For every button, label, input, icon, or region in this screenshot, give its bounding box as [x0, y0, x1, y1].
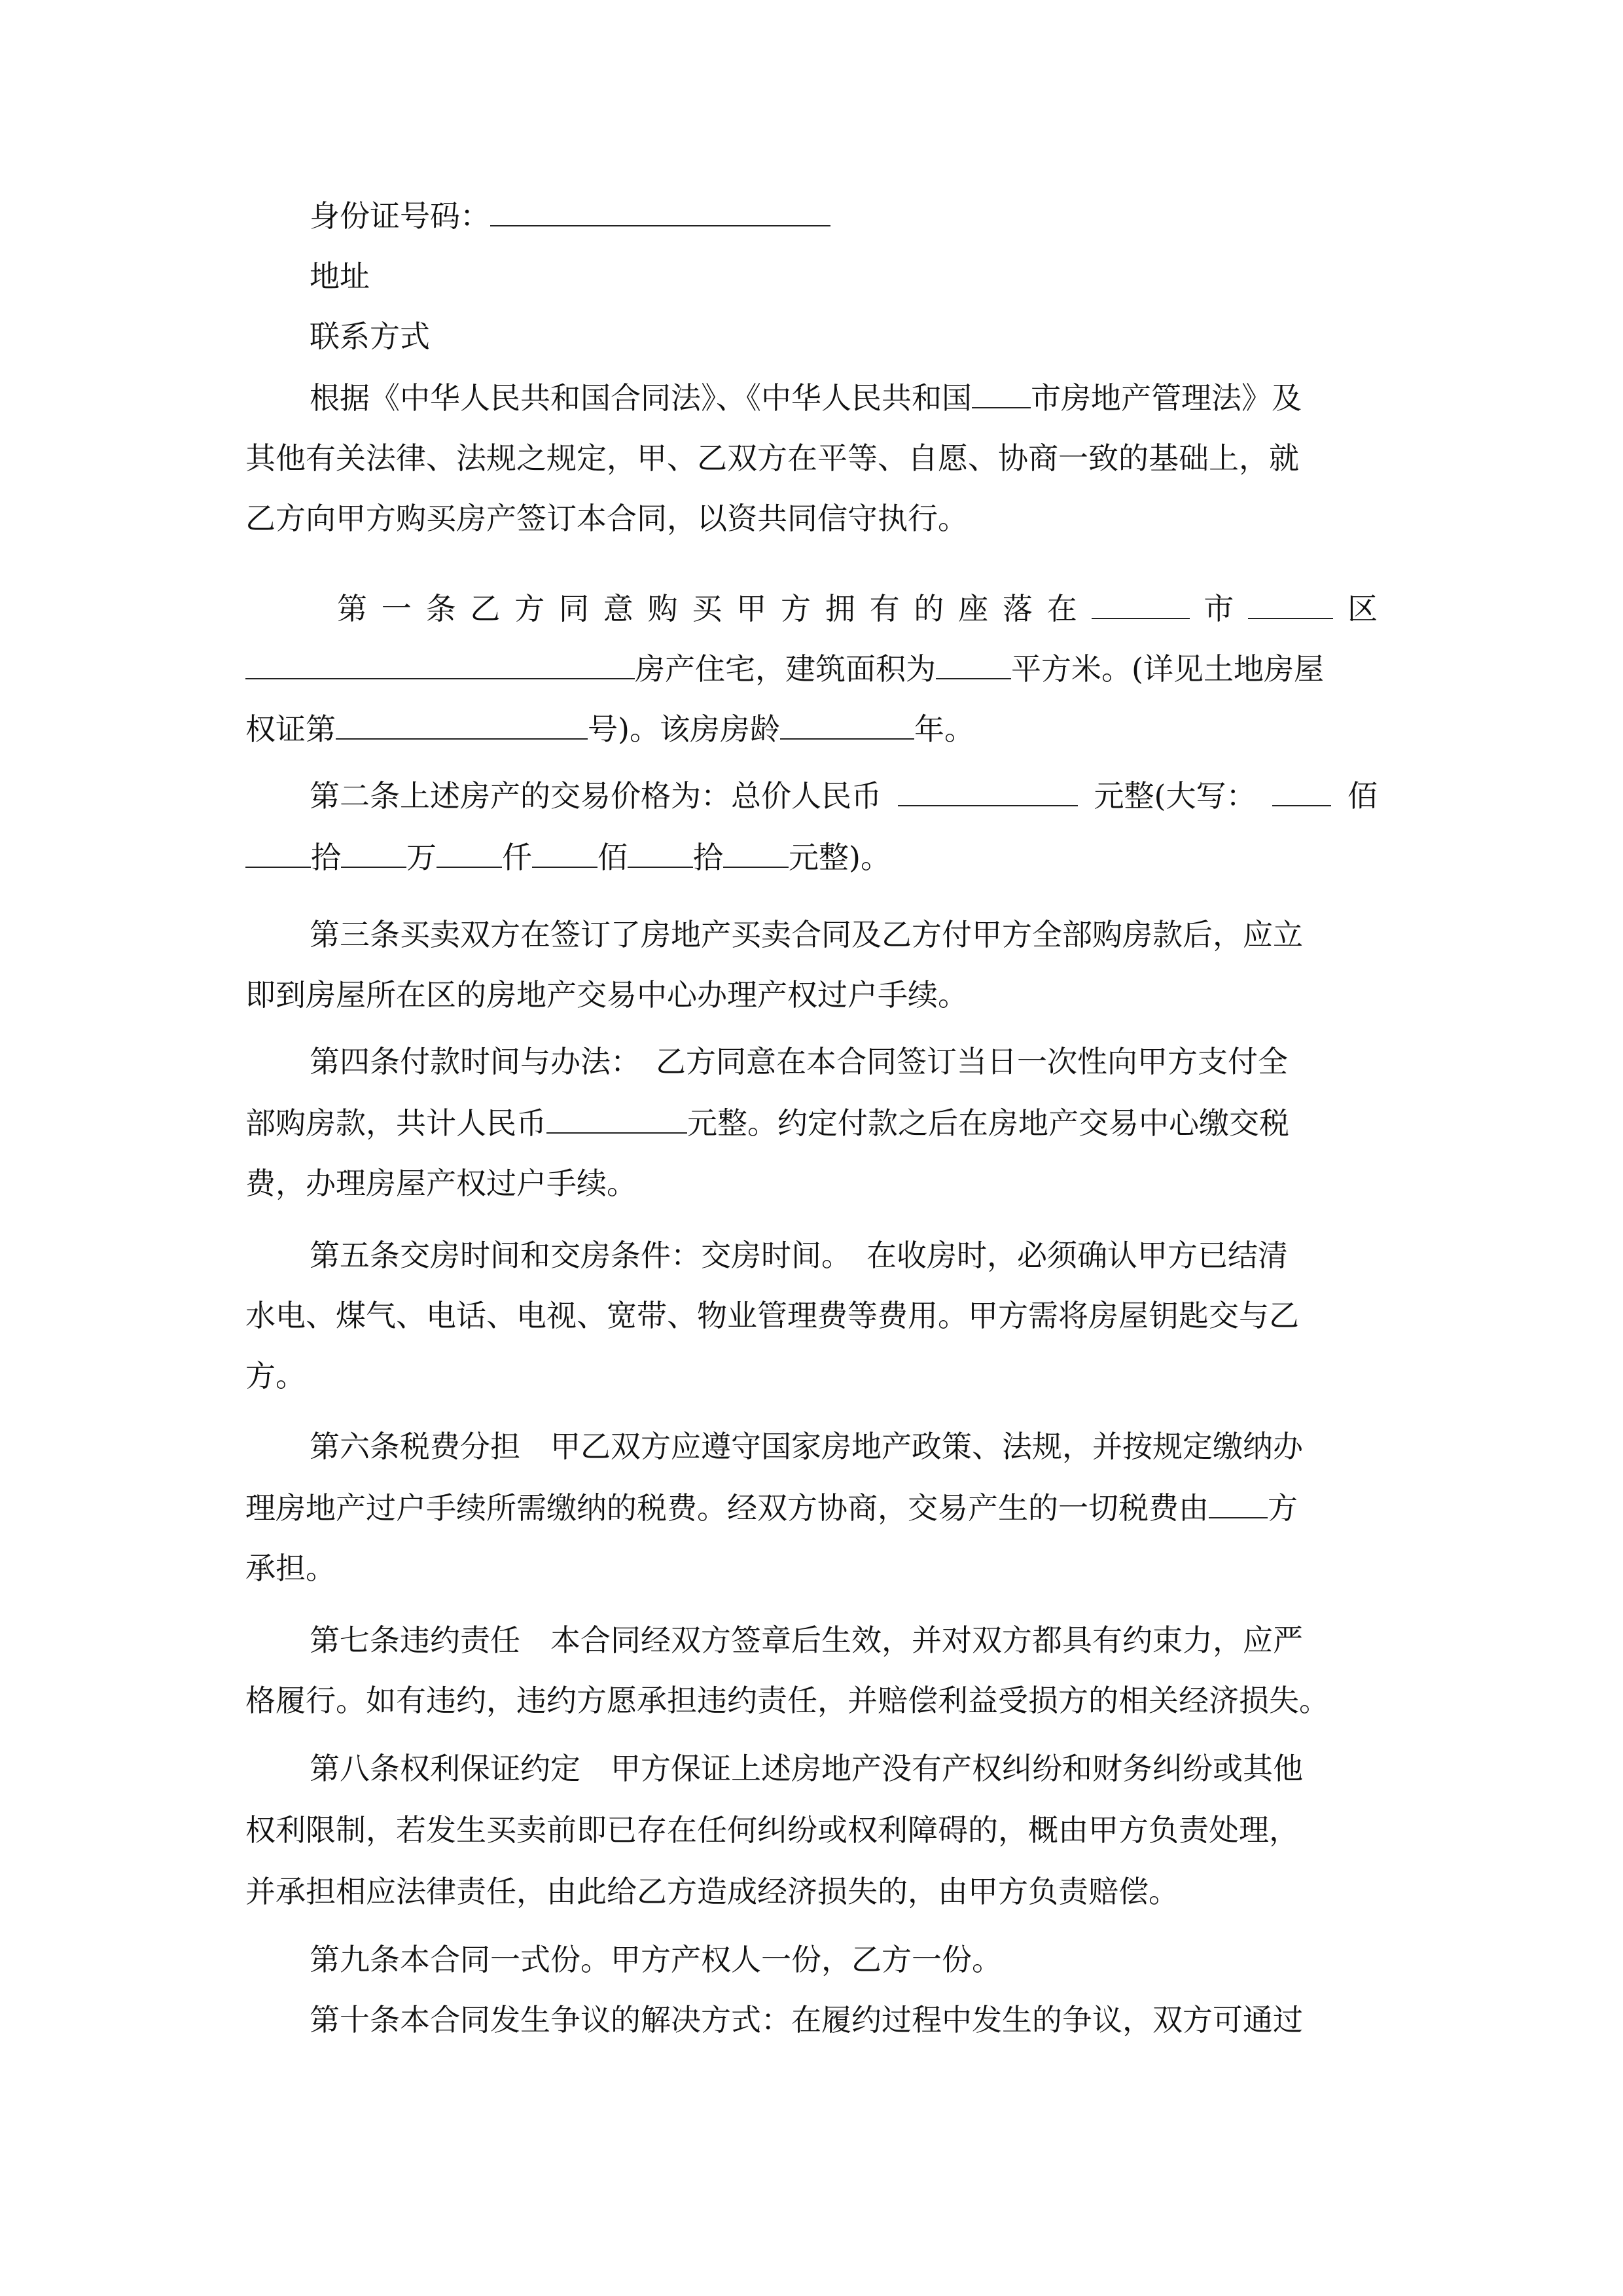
intro-line-1 — [310, 378, 1302, 418]
article-1-char: 乙 — [470, 591, 501, 626]
article-1-char: 买 — [692, 591, 722, 626]
article-1-text: 房产住宅，建筑面积为 — [635, 651, 936, 687]
article-4-line-2 — [245, 1103, 1289, 1143]
article-1-char: 同 — [558, 591, 589, 626]
article-2-wan-blank[interactable] — [341, 838, 406, 868]
article-8-text: 权利限制，若发生买卖前即已存在任何纠纷或权利障碍的，概由甲方负责处理， — [245, 1812, 1299, 1848]
article-9-line-1 — [310, 1940, 1002, 1979]
article-2-line-2 — [245, 838, 891, 877]
contact-label: 联系方式 — [310, 319, 430, 354]
article-2-yuan-blank[interactable] — [723, 838, 789, 868]
article-3-line-1 — [310, 915, 1303, 954]
article-1-text: 权证第 — [245, 711, 336, 747]
article-4-line-3 — [245, 1164, 637, 1203]
intro-text: 市房地产管理法》及 — [1031, 380, 1302, 416]
article-8-line-2 — [245, 1810, 1299, 1850]
article-2-bai-label: 佰 — [1347, 778, 1378, 814]
article-1-text: 平方米。(详见土地房屋 — [1011, 651, 1324, 687]
article-1-age-blank[interactable] — [780, 709, 914, 740]
article-6-text: 方 — [1268, 1490, 1298, 1526]
article-5-text: 第五条交房时间和交房条件：交房时间。 在收房时，必须确认甲方已结清 — [310, 1238, 1288, 1273]
article-6-line-3 — [245, 1549, 336, 1588]
article-1-char: 在 — [1046, 591, 1077, 626]
article-4-text: 第四条付款时间与办法： 乙方同意在本合同签订当日一次性向甲方支付全 — [310, 1044, 1288, 1079]
article-6-party-blank[interactable] — [1209, 1488, 1268, 1518]
address-label: 地址 — [310, 259, 370, 294]
article-2-price-blank[interactable] — [898, 776, 1078, 806]
intro-line-2 — [245, 439, 1299, 478]
article-4-line-1 — [310, 1042, 1288, 1081]
article-6-text: 理房地产过户手续所需缴纳的税费。经双方协商，交易产生的一切税费由 — [245, 1490, 1209, 1526]
article-1-char: 的 — [914, 591, 944, 626]
article-7-line-2 — [245, 1681, 1329, 1720]
article-5-line-3 — [245, 1356, 306, 1395]
article-9-text: 第九条本合同一式份。甲方产权人一份，乙方一份。 — [310, 1942, 1002, 1977]
article-2-shi-blank[interactable] — [628, 838, 693, 868]
article-2-qian-blank[interactable] — [437, 838, 502, 868]
article-2-bai-wan-blank[interactable] — [1272, 776, 1331, 806]
article-1-char: 购 — [647, 591, 678, 626]
article-1-text: 年。 — [914, 711, 974, 747]
address-row — [310, 257, 370, 296]
id-number-blank[interactable] — [490, 196, 830, 226]
article-1-char: 有 — [869, 591, 900, 626]
article-1-char: 甲 — [736, 591, 767, 626]
article-5-text: 方。 — [245, 1358, 306, 1393]
article-1-line-3 — [245, 709, 974, 749]
article-2-qian-label: 仟 — [502, 840, 532, 875]
article-1-char: 方 — [780, 591, 811, 626]
article-8-text: 第八条权利保证约定 甲方保证上述房地产没有产权纠纷和财务纠纷或其他 — [310, 1751, 1303, 1786]
intro-line-3 — [245, 499, 968, 538]
intro-text: 其他有关法律、法规之规定，甲、乙双方在平等、自愿、协商一致的基础上，就 — [245, 440, 1299, 476]
article-1-district-label: 区 — [1347, 591, 1378, 626]
article-3-text: 即到房屋所在区的房地产交易中心办理产权过户手续。 — [245, 977, 968, 1013]
article-1-char: 第 — [337, 591, 367, 626]
article-3-text: 第三条买卖双方在签订了房地产买卖合同及乙方付甲方全部购房款后，应立 — [310, 917, 1303, 952]
article-1-line-1 — [337, 589, 1378, 628]
intro-text: 乙方向甲方购买房产签订本合同，以资共同信守执行。 — [245, 501, 968, 536]
article-1-city-blank[interactable] — [1092, 589, 1190, 619]
intro-city-blank[interactable] — [972, 378, 1031, 408]
id-number-row — [310, 196, 830, 236]
article-6-line-1 — [310, 1427, 1303, 1466]
intro-text: 根据《中华人民共和国合同法》、《中华人民共和国 — [310, 380, 972, 416]
article-2-line-1 — [310, 776, 1378, 816]
article-2-bai-label: 佰 — [597, 840, 628, 875]
article-4-amount-blank[interactable] — [546, 1103, 687, 1134]
article-2-yuan-label: 元整)。 — [789, 840, 891, 875]
article-8-line-1 — [310, 1749, 1303, 1788]
article-1-district-blank[interactable] — [1248, 589, 1333, 619]
article-6-text: 第六条税费分担 甲乙双方应遵守国家房地产政策、法规，并按规定缴纳办 — [310, 1429, 1303, 1464]
article-5-line-2 — [245, 1296, 1299, 1335]
article-5-text: 水电、煤气、电话、电视、宽带、物业管理费等费用。甲方需将房屋钥匙交与乙 — [245, 1298, 1299, 1333]
article-1-text: 号)。该房房龄 — [588, 711, 780, 747]
article-3-line-2 — [245, 975, 968, 1014]
article-1-char: 座 — [958, 591, 989, 626]
article-7-text: 第七条违约责任 本合同经双方签章后生效，并对双方都具有约束力，应严 — [310, 1623, 1303, 1658]
article-4-text: 费，办理房屋产权过户手续。 — [245, 1166, 637, 1201]
article-7-text: 格履行。如有违约，违约方愿承担违约责任，并赔偿利益受损方的相关经济损失。 — [245, 1683, 1329, 1718]
article-1-char: 意 — [603, 591, 633, 626]
id-number-label: 身份证号码： — [310, 198, 490, 234]
article-1-city-label: 市 — [1204, 591, 1234, 626]
article-1-certificate-blank[interactable] — [336, 709, 588, 740]
article-2-text: 元整(大写： — [1094, 778, 1257, 814]
article-1-char: 落 — [1002, 591, 1033, 626]
contact-row — [310, 317, 430, 356]
article-6-text: 承担。 — [245, 1551, 336, 1586]
article-1-area-blank[interactable] — [936, 649, 1011, 679]
article-8-text: 并承担相应法律责任，由此给乙方造成经济损失的，由甲方负责赔偿。 — [245, 1874, 1179, 1909]
article-1-char: 条 — [425, 591, 456, 626]
article-1-char: 方 — [514, 591, 545, 626]
article-8-line-3 — [245, 1872, 1179, 1911]
article-1-char: 一 — [381, 591, 412, 626]
article-2-shi-label: 拾 — [693, 840, 723, 875]
article-10-line-1 — [310, 2000, 1303, 2039]
article-4-text: 元整。约定付款之后在房地产交易中心缴交税 — [687, 1105, 1289, 1141]
article-2-wan-label: 万 — [406, 840, 437, 875]
article-4-text: 部购房款，共计人民币 — [245, 1105, 546, 1141]
article-7-line-1 — [310, 1621, 1303, 1660]
article-1-char: 拥 — [825, 591, 855, 626]
article-1-location-blank[interactable] — [245, 649, 635, 679]
article-1-line-2 — [245, 649, 1324, 689]
article-2-bai-blank[interactable] — [532, 838, 597, 868]
article-5-line-1 — [310, 1236, 1288, 1275]
article-2-text: 第二条上述房产的交易价格为：总价人民币 — [310, 778, 882, 814]
article-10-text: 第十条本合同发生争议的解决方式：在履约过程中发生的争议，双方可通过 — [310, 2002, 1303, 2037]
article-2-shi-wan-blank[interactable] — [245, 838, 311, 868]
article-2-shi-label: 拾 — [311, 840, 341, 875]
article-6-line-2 — [245, 1488, 1298, 1528]
